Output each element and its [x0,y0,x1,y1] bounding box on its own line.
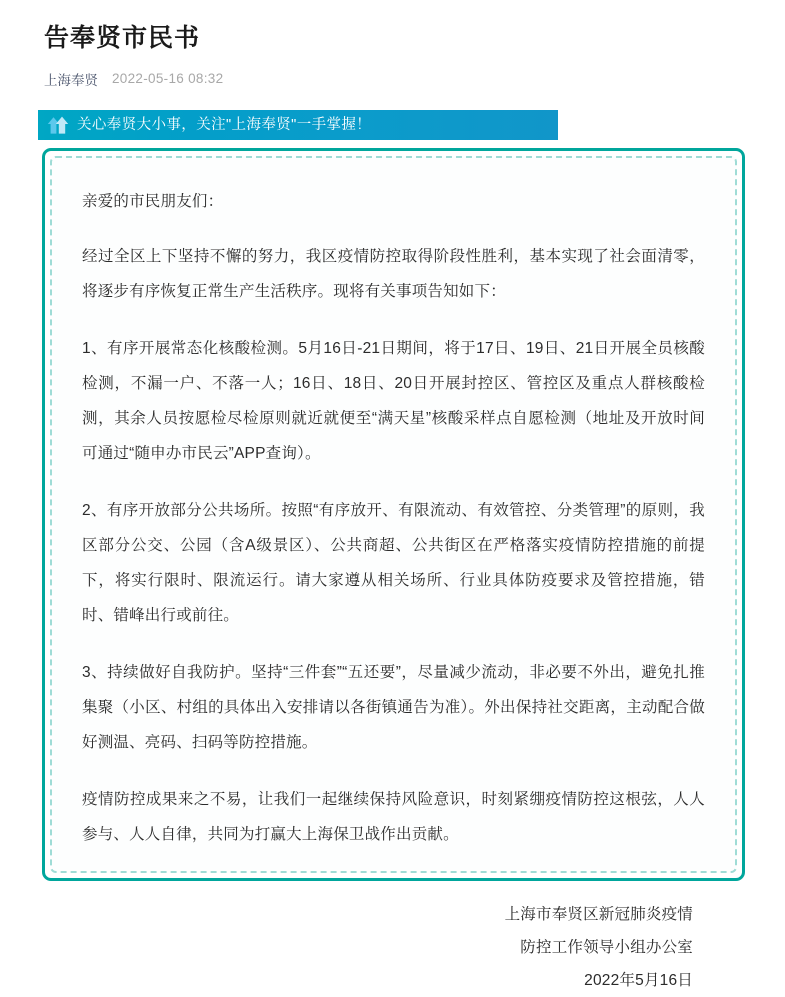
page-title: 告奉贤市民书 [44,24,201,52]
signature-organization-line-2: 防控工作领导小组办公室 [520,939,693,956]
article-header [0,0,785,89]
paragraph-item-3: 3、持续做好自我防护。坚持“三件套”“五还要”，尽量减少流动，非必要不外出，避免扎推集聚（小区、村组的具体出入安排请以各街镇通告为准）。外出保持社交距离，主动配合做好测温、亮码、扫码等防控措施。 [82,664,705,751]
salutation: 亲爱的市民朋友们： [82,193,224,210]
article-source[interactable]: 上海奉贤 [44,72,98,88]
paragraph-closing: 疫情防控成果来之不易，让我们一起继续保持风险意识，时刻紧绷疫情防控这根弦，人人参与、人人自律，共同为打赢大上海保卫战作出贡献。 [82,791,705,843]
promo-banner-text: 关心奉贤大小事，关注"上海奉贤"一手掌握！ [77,116,372,133]
article-timestamp: 2022-05-16 08:32 [112,71,224,86]
double-up-arrow-icon [47,116,69,135]
notice-box-inner [50,156,737,989]
paragraph-item-2: 2、有序开放部分公共场所。按照“有序放开、有限流动、有效管控、分类管理”的原则，我区部分公交、公园（含A级景区）、公共商超、公共街区在严格落实疫情防控措施的前提下，将实行限时、限流运行。请大家遵从相关场所、行业具体防疫要求及管控措施，错时、错峰出行或前往。 [82,502,705,624]
notice-box [42,148,745,989]
signature-date: 2022年5月16日 [584,972,693,989]
article-meta [44,69,785,89]
promo-banner[interactable] [38,110,558,140]
signature-organization-line-1: 上海市奉贤区新冠肺炎疫情 [504,906,693,923]
signature-block [82,898,705,997]
paragraph-intro: 经过全区上下坚持不懈的努力，我区疫情防控取得阶段性胜利，基本实现了社会面清零，将逐步有序恢复正常生产生活秩序。现将有关事项告知如下： [82,248,705,300]
paragraph-item-1: 1、有序开展常态化核酸检测。5月16日-21日期间，将于17日、19日、21日开展全员核酸检测，不漏一户、不落一人；16日、18日、20日开展封控区、管控区及重点人群核酸检测，其余人员按愿检尽检原则就近就便至“满天星”核酸采样点自愿检测（地址及开放时间可通过“随申办市民云”APP查询）。 [82,340,705,462]
